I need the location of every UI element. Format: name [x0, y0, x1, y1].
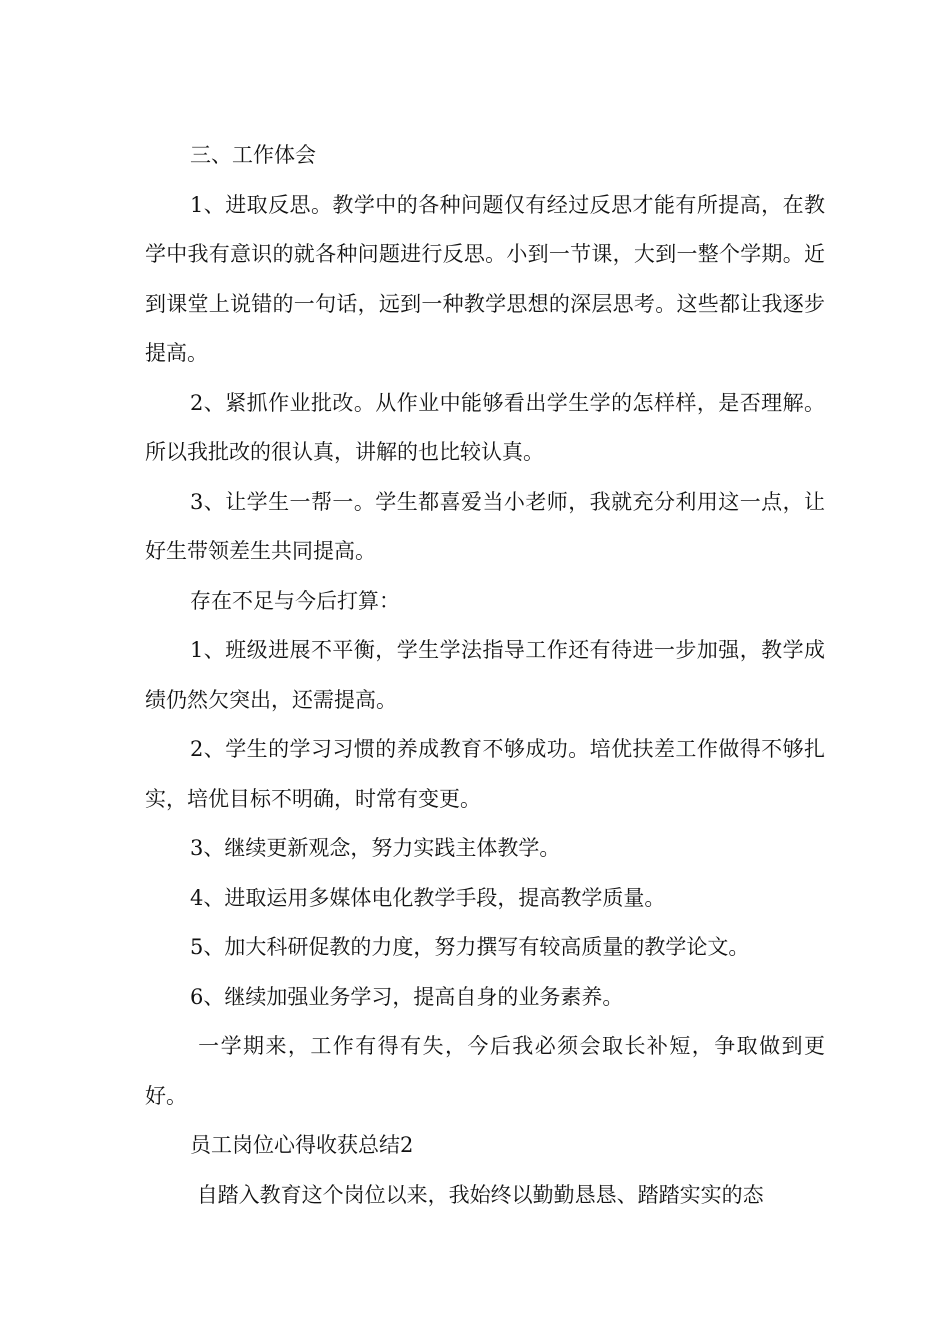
paragraph-plan-4: 4、进取运用多媒体电化教学手段，提高教学质量。 [190, 885, 666, 910]
paragraph-peer-help: 3、让学生一帮一。学生都喜爱当小老师，我就充分利用这一点，让好生带领差生共同提高。 [145, 489, 825, 563]
paragraph-plan-5: 5、加大科研促教的力度，努力撰写有较高质量的教学论文。 [190, 935, 750, 959]
paragraph-shortcoming-1: 1、班级进展不平衡，学生学法指导工作还有待进一步加强，教学成绩仍然欠突出，还需提高。 [145, 638, 825, 712]
paragraph-reflection: 1、进取反思。教学中的各种问题仅有经过反思才能有所提高，在教学中我有意识的就各种问题进行反思。小到一节课，大到一整个学期。近到课堂上说错的一句话，远到一种教学思想的深层思考。这些都让我逐步提高。 [145, 192, 825, 365]
paragraph-semester-summary: 一学期来，工作有得有失，今后我必须会取长补短，争取做到更好。 [145, 1034, 825, 1108]
section-heading-work-experience: 三、工作体会 [190, 143, 316, 167]
paragraph-plan-6: 6、继续加强业务学习，提高自身的业务素养。 [190, 984, 624, 1009]
paragraph-summary-2-intro: 自踏入教育这个岗位以来，我始终以勤勤恳恳、踏踏实实的态 [190, 1182, 764, 1207]
paragraph-shortcoming-2: 2、学生的学习习惯的养成教育不够成功。培优扶差工作做得不够扎实，培优目标不明确，时常有变更。 [145, 737, 825, 811]
paragraph-plan-3: 3、继续更新观念，努力实践主体教学。 [190, 836, 561, 860]
paragraph-homework-correction: 2、紧抓作业批改。从作业中能够看出学生学的怎样样，是否理解。所以我批改的很认真，讲解的也比较认真。 [145, 390, 825, 464]
section-heading-shortcomings: 存在不足与今后打算： [190, 588, 400, 613]
section-title-summary-2: 员工岗位心得收获总结2 [190, 1133, 414, 1157]
document-body [145, 131, 825, 1220]
